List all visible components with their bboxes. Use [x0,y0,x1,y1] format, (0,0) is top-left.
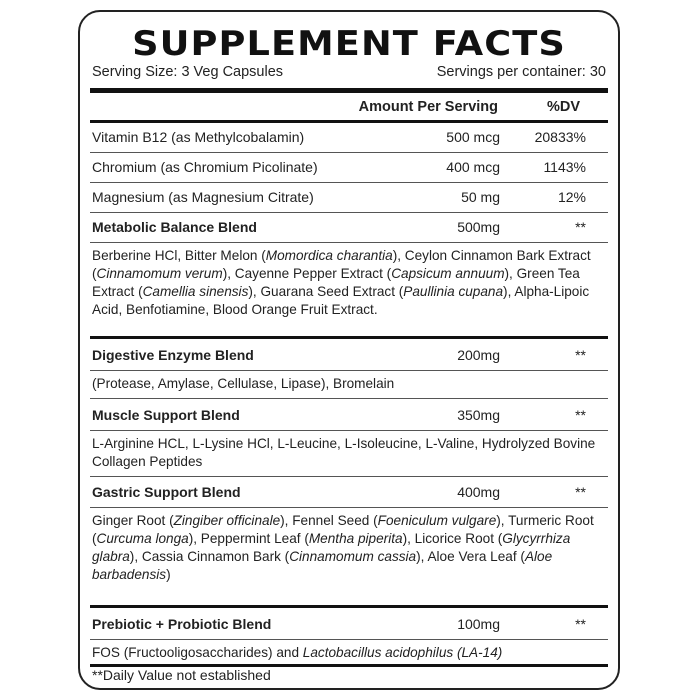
blend-row-prebiotic [90,610,608,640]
ingredient-text: ) [166,567,171,582]
dv-header: %DV [546,99,580,115]
botanical-name: Lactobacillus acidophilus (LA-14) [302,645,503,660]
blend-ingredients [90,638,608,662]
blend-ingredients [90,429,608,471]
ingredient-text: ), Aloe Vera Leaf ( [416,549,525,564]
servings-per-container: Servings per container: 30 [436,64,606,80]
column-header [90,94,608,120]
ingredient-text: (Protease, Amylase, Cellulase, Lipase), Bromelain [92,376,395,391]
nutrient-name: Chromium (as Chromium Picolinate) [92,159,318,175]
blend-name: Gastric Support Blend [92,484,241,500]
nutrient-dv: 12% [557,189,586,205]
divider [90,398,608,399]
blend-dv: ** [575,347,586,363]
nutrient-amount: 400 mcg [446,159,500,175]
ingredient-text: ), Guarana Seed Extract ( [248,284,404,299]
blend-ingredients [90,369,608,393]
blend-name: Digestive Enzyme Blend [92,347,254,363]
botanical-name: Zingiber officinale [173,513,281,528]
ingredient-text: ), Fennel Seed ( [280,513,378,528]
blend-ingredients [90,506,608,584]
serving-info [92,64,606,84]
ingredient-text: ), Turmeric Root ( [92,513,594,546]
botanical-name: Cinnamomum cassia [289,549,417,564]
section-rule [90,336,608,339]
botanical-name: Glycyrrhiza glabra [92,531,571,564]
nutrient-amount: 500 mcg [446,129,500,145]
blend-amount: 350mg [457,407,500,423]
blend-row-digestive [90,341,608,371]
panel-body [90,12,608,688]
botanical-name: Aloe barbadensis [92,549,553,582]
nutrient-name: Magnesium (as Magnesium Citrate) [92,189,314,205]
nutrient-row [90,183,608,213]
botanical-name: Curcuma longa [96,531,189,546]
supplement-facts-panel [78,10,620,690]
blend-name: Metabolic Balance Blend [92,219,257,235]
blend-name: Muscle Support Blend [92,407,240,423]
blend-dv: ** [575,219,586,235]
botanical-name: Camellia sinensis [142,284,249,299]
ingredient-text: ), Ceylon Cinnamon Bark Extract ( [92,248,591,281]
botanical-name: Paullinia cupana [403,284,504,299]
blend-amount: 500mg [457,219,500,235]
ingredient-text: ), Licorice Root ( [402,531,503,546]
botanical-name: Mentha piperita [308,531,403,546]
botanical-name: Foeniculum vulgare [377,513,497,528]
serving-size: Serving Size: 3 Veg Capsules [92,64,284,80]
blend-row-muscle [90,401,608,431]
botanical-name: Momordica charantia [265,248,393,263]
botanical-name: Cinnamomum verum [96,266,223,281]
ingredient-text: Berberine HCl, Bitter Melon ( [92,248,266,263]
blend-name: Prebiotic + Probiotic Blend [92,616,272,632]
blend-dv: ** [575,484,586,500]
blend-row-metabolic [90,213,608,243]
nutrient-row [90,153,608,183]
botanical-name: Capsicum annuum [391,266,505,281]
nutrient-dv: 20833% [534,129,586,145]
ingredient-text: L-Arginine HCL, L-Lysine HCl, L-Leucine, L-Isoleucine, L-Valine, Hydrolyzed Bovine Collagen Peptides [92,436,596,469]
nutrient-row [90,123,608,153]
blend-amount: 100mg [457,616,500,632]
ingredient-text: ), Cayenne Pepper Extract ( [222,266,392,281]
ingredient-text: ), Alpha-Lipoic Acid, Benfotiamine, Blood Orange Fruit Extract. [92,284,590,317]
blend-ingredients [90,241,608,319]
blend-row-gastric [90,478,608,508]
nutrient-name: Vitamin B12 (as Methylcobalamin) [92,129,305,145]
ingredient-text: Ginger Root ( [92,513,174,528]
nutrient-amount: 50 mg [461,189,500,205]
thick-rule [90,88,608,93]
nutrient-dv: 1143% [543,159,586,175]
footnote: **Daily Value not established [92,667,271,683]
blend-dv: ** [575,407,586,423]
ingredient-text: ), Cassia Cinnamon Bark ( [129,549,290,564]
panel-title: SUPPLEMENT FACTS [132,24,566,64]
ingredient-text: ), Peppermint Leaf ( [188,531,309,546]
section-rule [90,605,608,608]
ingredient-text: ), Green Tea Extract ( [92,266,580,299]
blend-amount: 200mg [457,347,500,363]
blend-dv: ** [575,616,586,632]
amount-header: Amount Per Serving [358,99,498,115]
divider [90,476,608,477]
ingredient-text: FOS (Fructooligosaccharides) and [92,645,303,660]
blend-amount: 400mg [457,484,500,500]
